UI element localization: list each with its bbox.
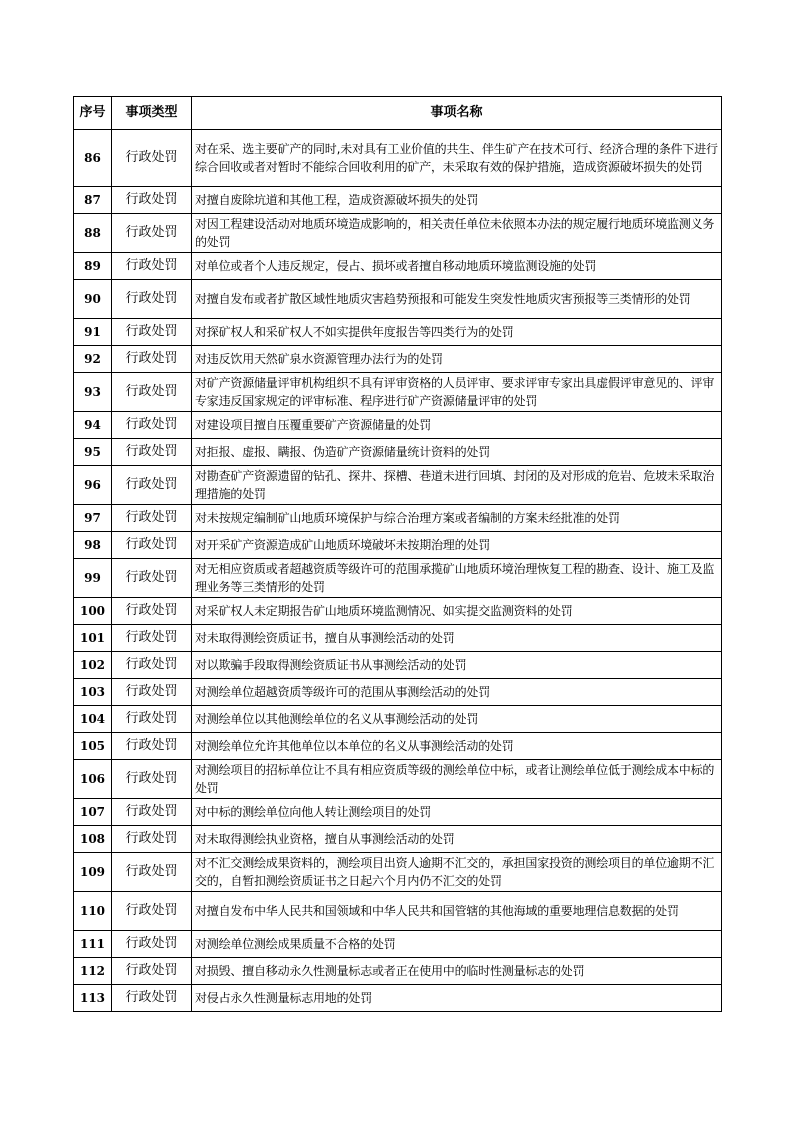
row-matter-name: 对中标的测绘单位向他人转让测绘项目的处罚 — [192, 799, 722, 826]
table-row — [74, 826, 722, 853]
row-matter-type: 行政处罚 — [112, 280, 192, 319]
row-matter-name: 对以欺骗手段取得测绘资质证书从事测绘活动的处罚 — [192, 652, 722, 679]
table-row — [74, 280, 722, 319]
row-matter-name: 对侵占永久性测量标志用地的处罚 — [192, 985, 722, 1012]
row-matter-name: 对不汇交测绘成果资料的，测绘项目出资人逾期不汇交的，承担国家投资的测绘项目的单位逾期不汇交的，自暂扣测绘资质证书之日起六个月内仍不汇交的处罚 — [192, 853, 722, 892]
table-row — [74, 505, 722, 532]
row-matter-name: 对在采、选主要矿产的同时,未对具有工业价值的共生、伴生矿产在技术可行、经济合理的条件下进行综合回收或者对暂时不能综合回收利用的矿产，未采取有效的保护措施，造成资源破坏损失的处罚 — [192, 130, 722, 187]
row-matter-name: 对拒报、虚报、瞒报、伪造矿产资源储量统计资料的处罚 — [192, 439, 722, 466]
row-matter-name: 对勘查矿产资源遗留的钻孔、探井、探槽、巷道未进行回填、封闭的及对形成的危岩、危坡未采取治理措施的处罚 — [192, 466, 722, 505]
row-matter-type: 行政处罚 — [112, 214, 192, 253]
row-serial-number: 91 — [74, 319, 112, 346]
row-serial-number: 94 — [74, 412, 112, 439]
table-row — [74, 892, 722, 931]
row-matter-type: 行政处罚 — [112, 319, 192, 346]
row-matter-type: 行政处罚 — [112, 853, 192, 892]
row-matter-name: 对测绘项目的招标单位让不具有相应资质等级的测绘单位中标，或者让测绘单位低于测绘成本中标的处罚 — [192, 760, 722, 799]
row-matter-type: 行政处罚 — [112, 346, 192, 373]
row-serial-number: 110 — [74, 892, 112, 931]
row-matter-name: 对测绘单位以其他测绘单位的名义从事测绘活动的处罚 — [192, 706, 722, 733]
row-serial-number: 89 — [74, 253, 112, 280]
row-serial-number: 103 — [74, 679, 112, 706]
row-matter-type: 行政处罚 — [112, 985, 192, 1012]
row-matter-type: 行政处罚 — [112, 532, 192, 559]
row-serial-number: 87 — [74, 187, 112, 214]
row-matter-name: 对矿产资源储量评审机构组织不具有评审资格的人员评审、要求评审专家出具虚假评审意见的、评审专家违反国家规定的评审标准、程序进行矿产资源储量评审的处罚 — [192, 373, 722, 412]
row-matter-name: 对因工程建设活动对地质环境造成影响的，相关责任单位未依照本办法的规定履行地质环境监测义务的处罚 — [192, 214, 722, 253]
row-matter-type: 行政处罚 — [112, 625, 192, 652]
table-row — [74, 412, 722, 439]
table-row — [74, 253, 722, 280]
table-row — [74, 532, 722, 559]
row-matter-type: 行政处罚 — [112, 799, 192, 826]
table-row — [74, 799, 722, 826]
row-serial-number: 104 — [74, 706, 112, 733]
row-matter-type: 行政处罚 — [112, 706, 192, 733]
table-row — [74, 187, 722, 214]
table-row — [74, 319, 722, 346]
row-matter-name: 对违反饮用天然矿泉水资源管理办法行为的处罚 — [192, 346, 722, 373]
row-matter-type: 行政处罚 — [112, 253, 192, 280]
table-row — [74, 466, 722, 505]
row-matter-name: 对未取得测绘资质证书，擅自从事测绘活动的处罚 — [192, 625, 722, 652]
header-row — [74, 97, 722, 130]
header-serial-number: 序号 — [74, 97, 112, 130]
row-matter-name: 对无相应资质或者超越资质等级许可的范围承揽矿山地质环境治理恢复工程的勘查、设计、施工及监理业务等三类情形的处罚 — [192, 559, 722, 598]
row-serial-number: 95 — [74, 439, 112, 466]
matters-table — [73, 96, 722, 1012]
row-matter-name: 对未按规定编制矿山地质环境保护与综合治理方案或者编制的方案未经批准的处罚 — [192, 505, 722, 532]
row-matter-name: 对测绘单位测绘成果质量不合格的处罚 — [192, 931, 722, 958]
table-row — [74, 598, 722, 625]
row-serial-number: 98 — [74, 532, 112, 559]
row-matter-type: 行政处罚 — [112, 892, 192, 931]
table-row — [74, 652, 722, 679]
row-matter-type: 行政处罚 — [112, 439, 192, 466]
table-row — [74, 214, 722, 253]
table-row — [74, 559, 722, 598]
row-matter-name: 对单位或者个人违反规定，侵占、损坏或者擅自移动地质环境监测设施的处罚 — [192, 253, 722, 280]
row-matter-type: 行政处罚 — [112, 130, 192, 187]
row-serial-number: 109 — [74, 853, 112, 892]
row-matter-type: 行政处罚 — [112, 598, 192, 625]
row-serial-number: 86 — [74, 130, 112, 187]
row-serial-number: 113 — [74, 985, 112, 1012]
row-serial-number: 111 — [74, 931, 112, 958]
row-matter-name: 对损毁、擅自移动永久性测量标志或者正在使用中的临时性测量标志的处罚 — [192, 958, 722, 985]
table-row — [74, 985, 722, 1012]
row-serial-number: 93 — [74, 373, 112, 412]
row-matter-type: 行政处罚 — [112, 505, 192, 532]
header-matter-type: 事项类型 — [112, 97, 192, 130]
row-serial-number: 99 — [74, 559, 112, 598]
table-row — [74, 760, 722, 799]
row-matter-type: 行政处罚 — [112, 679, 192, 706]
row-matter-name: 对建设项目擅自压覆重要矿产资源储量的处罚 — [192, 412, 722, 439]
row-matter-name: 对擅自发布或者扩散区域性地质灾害趋势预报和可能发生突发性地质灾害预报等三类情形的处罚 — [192, 280, 722, 319]
row-matter-type: 行政处罚 — [112, 373, 192, 412]
row-serial-number: 96 — [74, 466, 112, 505]
table-row — [74, 439, 722, 466]
table-row — [74, 625, 722, 652]
row-matter-type: 行政处罚 — [112, 958, 192, 985]
row-matter-name: 对未取得测绘执业资格，擅自从事测绘活动的处罚 — [192, 826, 722, 853]
row-matter-name: 对测绘单位允许其他单位以本单位的名义从事测绘活动的处罚 — [192, 733, 722, 760]
table-row — [74, 733, 722, 760]
row-matter-type: 行政处罚 — [112, 826, 192, 853]
table-row — [74, 706, 722, 733]
row-matter-type: 行政处罚 — [112, 559, 192, 598]
row-matter-name: 对擅自发布中华人民共和国领域和中华人民共和国管辖的其他海域的重要地理信息数据的处罚 — [192, 892, 722, 931]
row-matter-type: 行政处罚 — [112, 733, 192, 760]
table-row — [74, 130, 722, 187]
row-matter-type: 行政处罚 — [112, 412, 192, 439]
row-serial-number: 100 — [74, 598, 112, 625]
row-serial-number: 97 — [74, 505, 112, 532]
row-serial-number: 108 — [74, 826, 112, 853]
row-matter-name: 对擅自废除坑道和其他工程，造成资源破坏损失的处罚 — [192, 187, 722, 214]
row-matter-type: 行政处罚 — [112, 931, 192, 958]
row-serial-number: 92 — [74, 346, 112, 373]
row-matter-name: 对测绘单位超越资质等级许可的范围从事测绘活动的处罚 — [192, 679, 722, 706]
row-matter-name: 对探矿权人和采矿权人不如实提供年度报告等四类行为的处罚 — [192, 319, 722, 346]
table-row — [74, 679, 722, 706]
row-serial-number: 105 — [74, 733, 112, 760]
row-serial-number: 101 — [74, 625, 112, 652]
table-row — [74, 346, 722, 373]
row-serial-number: 107 — [74, 799, 112, 826]
row-serial-number: 106 — [74, 760, 112, 799]
row-matter-type: 行政处罚 — [112, 652, 192, 679]
row-serial-number: 102 — [74, 652, 112, 679]
row-matter-type: 行政处罚 — [112, 466, 192, 505]
table-row — [74, 931, 722, 958]
header-matter-name: 事项名称 — [192, 97, 722, 130]
table-row — [74, 373, 722, 412]
row-serial-number: 112 — [74, 958, 112, 985]
row-matter-type: 行政处罚 — [112, 760, 192, 799]
row-serial-number: 88 — [74, 214, 112, 253]
table-row — [74, 853, 722, 892]
row-matter-name: 对开采矿产资源造成矿山地质环境破坏未按期治理的处罚 — [192, 532, 722, 559]
row-matter-type: 行政处罚 — [112, 187, 192, 214]
row-matter-name: 对采矿权人未定期报告矿山地质环境监测情况、如实提交监测资料的处罚 — [192, 598, 722, 625]
table-row — [74, 958, 722, 985]
row-serial-number: 90 — [74, 280, 112, 319]
